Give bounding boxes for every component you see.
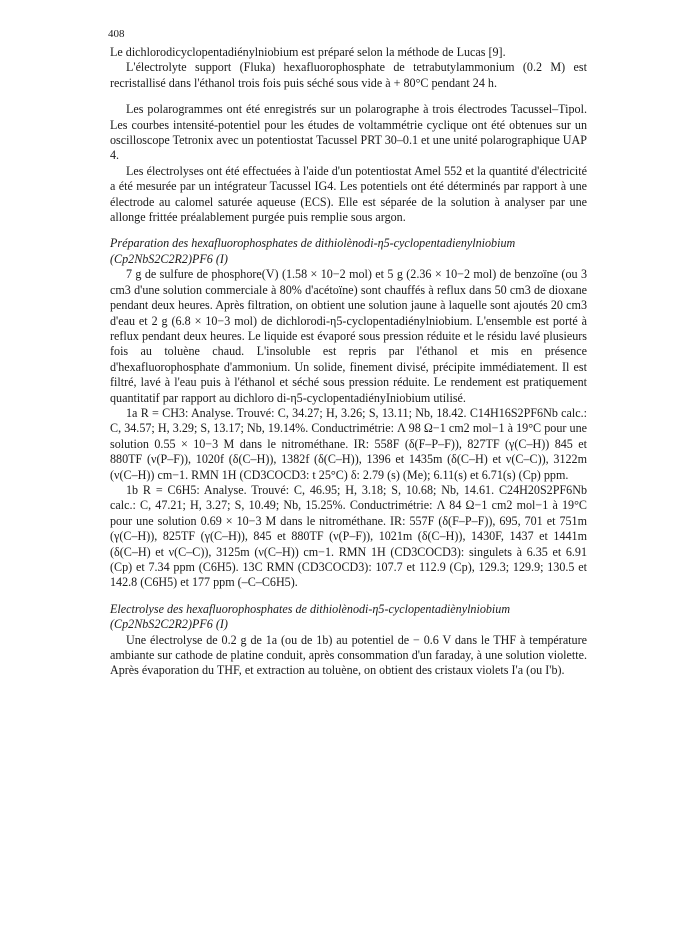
- compound-1a: 1a R = CH3: Analyse. Trouvé: C, 34.27; H, 3.26; S, 13.11; Nb, 18.42. C14H16S2PF6Nb calc.: C, 34.57; H, 3.29; S, 13.17; Nb, 19.14%. Conductrimétrie: Λ 98 Ω−1 cm2 mol−1 à 19°C pour une solution 0.55 × 10−3 M dans le nitrométhane. IR: 558F (δ(F–P–F)), 827TF (γ(C–H)) 845 et 880TF (ν(P–F)), 1020f (δ(C–H)), 1382f (δ(C–H)), 1396 et 1435m (δ(C–H) et ν(C–C)), 3122m (ν(C–H)) cm−1. RMN 1H (CD3COCD3: t 25°C) δ: 2.79 (s) (Me); 6.11(s) et 6.71(s) (Cp) ppm.: [110, 405, 587, 482]
- paragraph: Le dichlorodicyclopentadiénylniobium est préparé selon la méthode de Lucas [9].: [110, 45, 506, 59]
- section-preparation: [110, 236, 587, 590]
- section-body: Une électrolyse de 0.2 g de 1a (ou de 1b) au potentiel de − 0.6 V dans le THF à température ambiante sur cathode de platine conduit, après consommation d'un faraday, à une solution violette. Après évaporation du THF, et extraction au toluène, on obtient des cristaux violets I'a (ou I'b).: [110, 632, 587, 678]
- compound-1b: 1b R = C6H5: Analyse. Trouvé: C, 46.95; H, 3.18; S, 10.68; Nb, 14.61. C24H20S2PF6Nb calc.: C, 47.21; H, 3.27; S, 10.49; Nb, 15.25%. Conductrimétrie: Λ 84 Ω−1 cm2 mol−1 à 19°C pour une solution 0.69 × 10−3 M dans le nitrométhane. IR: 557F (δ(F–P–F)), 695, 701 et 751m (γ(C–H)), 825TF (γ(C–H)), 845 et 880TF (ν(P–F)), 1021m (δ(C–H)), 1430F, 1437 et 1441m (δ(C–H) et ν(C–C)), 3125m (ν(C–H)) cm−1. RMN 1H (CD3COCD3): singulets à 6.35 et 6.91 (Cp) et 7.34 ppm (C6H5). 13C RMN (CD3COCD3): 107.7 et 112.9 (Cp), 129.3; 129.9; 130.5 et 142.8 (C6H5) et 177 ppm (–C–C6H5).: [110, 482, 587, 590]
- paragraph: L'électrolyte support (Fluka) hexafluorophosphate de tetrabutylammonium (0.2 M) est recristallisé dans l'éthanol trois fois puis séché sous vide à + 80°C pendant 24 h.: [110, 60, 587, 90]
- page-number: 408: [108, 28, 125, 40]
- section-heading: Electrolyse des hexafluorophosphates de dithiolènodi-η5-cyclopentadiènylniobium (Cp2NbS2C2R2)PF6 (I): [110, 601, 511, 632]
- section-electrolyse: [110, 602, 587, 679]
- section-body: 7 g de sulfure de phosphore(V) (1.58 × 10−2 mol) et 5 g (2.36 × 10−2 mol) de benzoïne (ou 3 cm3 d'une solution commerciale à 80% d'acétoïne) sont chauffés à reflux dans 50 cm3 de dioxane pendant deux heures. Après filtration, on obtient une solution jaune à laquelle sont ajoutés 20 cm3 d'eau et 2 g (6.8 × 10−3 mol) de dichlorodi-η5-cyclopentadiénylniobium. L'ensemble est porté à reflux pendant deux heures. Le liquide est évaporé sous pression réduite et le résidu lavé plusieurs fois au toluène chaud. L'insoluble est repris par l'éthanol et mis en présence d'hexafluorophosphate d'ammonium. Un solide, finement divisé, précipite immédiatement. Il est filtré, lavé à l'eau puis à l'éthanol et séché sous pression réduite. Le rendement est pratiquement quantitatif par rapport au dichloro di-η5-cyclopentadiényIniobium utilisé.: [110, 267, 587, 405]
- section-heading: Préparation des hexafluorophosphates de dithiolènodi-η5-cyclopentadienylniobium (Cp2NbS2C2R2)PF6 (I): [110, 236, 516, 266]
- article-body: [110, 45, 587, 690]
- paragraph: Les polarogrammes ont été enregistrés sur un polarographe à trois électrodes Tacussel–Tipol. Les courbes intensité-potentiel pour les études de voltammétrie cyclique ont été obtenues sur un oscilloscope Tetronix avec un potentiostat Tacussel PRT 30–0.1 et une unité polarographique UAP 4.: [110, 102, 587, 163]
- paragraph: Les électrolyses ont été effectuées à l'aide d'un potentiostat Amel 552 et la quantité d'électricité a été mesurée par un intégrateur Tacussel IG4. Les potentiels ont été déterminés par rapport à une électrode au calomel saturée aqueuse (ECS). Elle est séparée de la solution à analyser par une allonge frittée préalablement purgée puis remplie sous argon.: [110, 163, 587, 225]
